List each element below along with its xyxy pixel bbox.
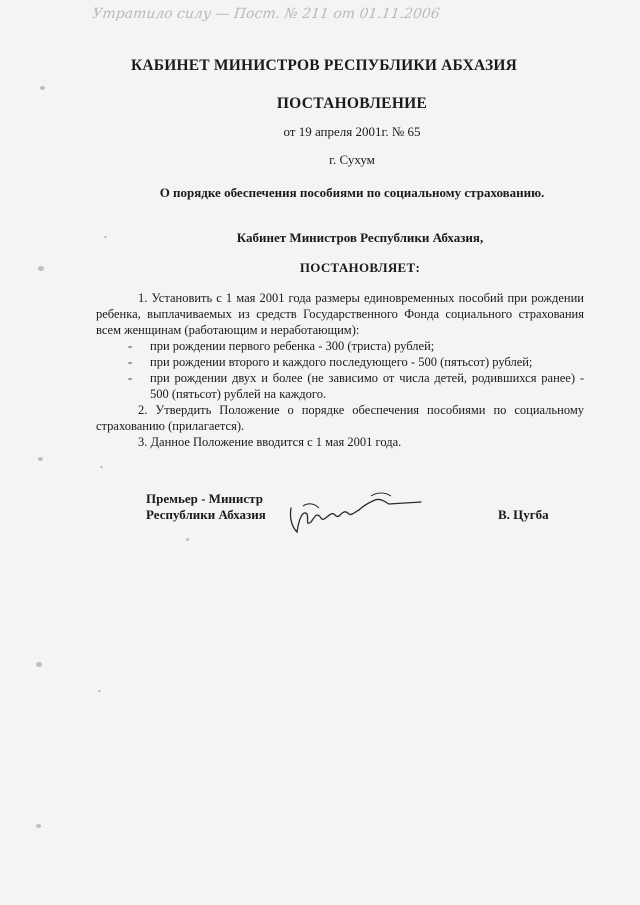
scan-speck <box>36 824 41 828</box>
item-3-paragraph: 3. Данное Положение вводится с 1 мая 2001 года. <box>138 435 402 449</box>
city-line: г. Сухум <box>329 152 375 167</box>
subject-title: О порядке обеспечения пособиями по социальному страхованию. <box>159 185 545 200</box>
signatory-position <box>146 491 266 523</box>
item-2-paragraph: 2. Утвердить Положение о порядке обеспечения пособиями по социальному страхованию (прилагается). <box>96 403 584 433</box>
list-item <box>96 370 584 402</box>
scan-speck <box>100 466 103 468</box>
scan-speck <box>104 236 107 238</box>
item-1-paragraph: 1. Установить с 1 мая 2001 года размеры единовременных пособий при рождении ребенка, выплачиваемых из средств Государственного Фонда социального страхования всем женщинам (работающим и неработающим): <box>96 291 584 337</box>
list-item-text: при рождении первого ребенка - 300 (триста) рублей; <box>150 339 435 353</box>
list-dash: - <box>128 371 133 385</box>
document-type-heading: ПОСТАНОВЛЕНИЕ <box>276 95 428 112</box>
list-dash: - <box>128 339 133 353</box>
scan-speck <box>36 662 42 667</box>
position-line-1: Премьер - Министр <box>146 491 263 506</box>
signatory-name: В. Цугба <box>498 507 549 522</box>
scan-speck <box>38 266 44 271</box>
issuing-body-line: Кабинет Министров Республики Абхазия, <box>236 230 484 245</box>
date-number-line: от 19 апреля 2001г. № 65 <box>283 124 421 139</box>
list-item <box>96 338 584 354</box>
scan-speck <box>98 690 101 692</box>
scan-speck <box>186 538 189 541</box>
document-body <box>96 290 584 450</box>
handwritten-signature <box>285 488 425 536</box>
scan-speck <box>40 86 45 90</box>
resolves-heading: ПОСТАНОВЛЯЕТ: <box>299 260 421 275</box>
list-item-text: при рождении двух и более (не зависимо от числа детей, родившихся ранее) - 500 (пятьсот) рублей на каждого. <box>150 371 584 401</box>
list-dash: - <box>128 355 133 369</box>
organization-heading: КАБИНЕТ МИНИСТРОВ РЕСПУБЛИКИ АБХАЗИЯ <box>130 57 518 74</box>
benefit-list <box>96 338 584 402</box>
position-line-2: Республики Абхазия <box>146 507 266 522</box>
list-item <box>96 354 584 370</box>
scan-speck <box>38 457 43 461</box>
list-item-text: при рождении второго и каждого последующего - 500 (пятьсот) рублей; <box>150 355 533 369</box>
handwritten-annotation: Утратило силу — Пост. № 211 от 01.11.2006 <box>91 6 441 22</box>
